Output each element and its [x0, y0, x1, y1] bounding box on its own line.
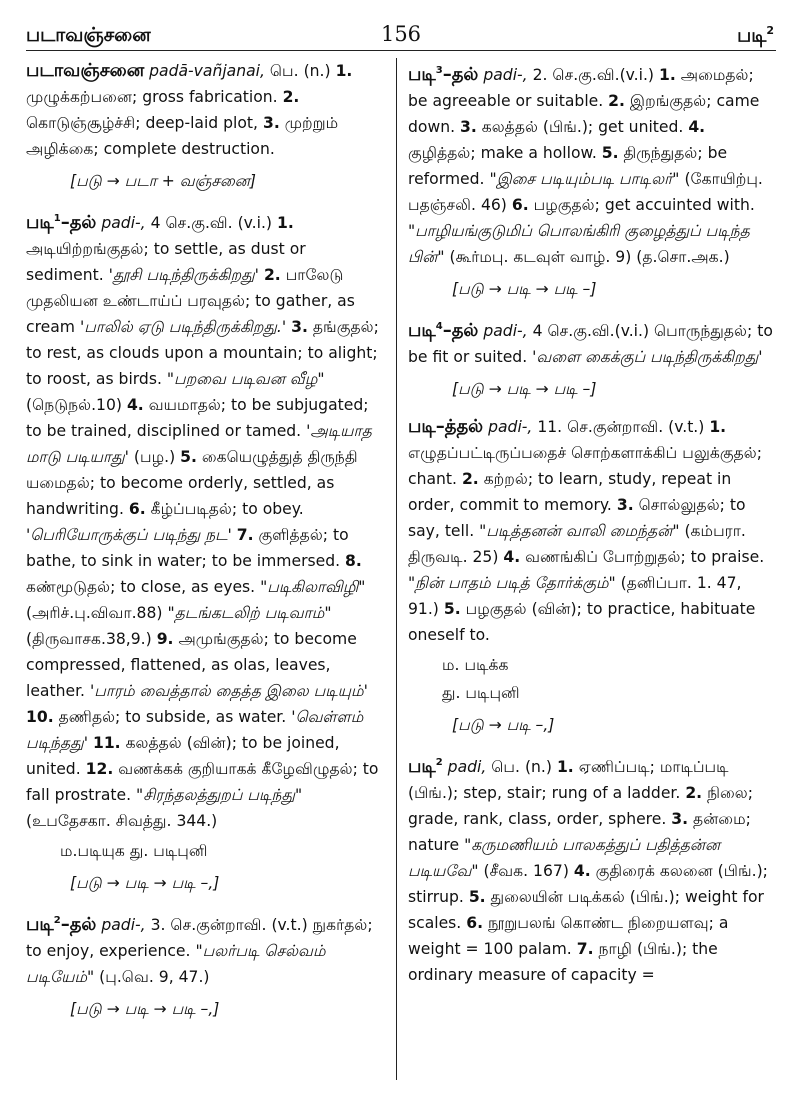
- sense-text: நுகர்தல்; to enjoy, experience.: [26, 916, 373, 960]
- sense-number: 4.: [573, 862, 591, 880]
- sense-text: அடியிற்றங்குதல்; to settle, as dust or sediment.: [26, 240, 306, 284]
- sense-text: வணங்கிப் போற்றுதல்; to praise.: [525, 548, 765, 566]
- transliteration: padi-,: [101, 214, 146, 232]
- part-of-speech: 4 செ.கு.வி.(v.i.): [532, 322, 650, 340]
- sense-text: வணக்கக் குறியாகக் கீழேவிழுதல்; to fall prostrate.: [26, 760, 379, 804]
- sense-number: 3.: [671, 810, 689, 828]
- sense-number: 5.: [468, 888, 486, 906]
- sense-number: 5.: [443, 600, 461, 618]
- sense-number: 8.: [345, 552, 362, 570]
- sense-text: தணிதல்; to subside, as water.: [58, 708, 287, 726]
- citation: (திருவாசக.38,9.): [26, 630, 152, 648]
- dictionary-entry: [26, 206, 388, 896]
- sense-text: அமைதல்; be agreeable or suitable.: [408, 66, 754, 110]
- citation: (நெடுநல்.10): [26, 396, 122, 414]
- headword: படி$^1$–தல்: [26, 212, 97, 233]
- quotation: "பறவை படிவன வீழ": [166, 370, 325, 388]
- dictionary-entry: [26, 908, 388, 1022]
- right-column: [408, 58, 774, 1086]
- sense-number: 4.: [688, 118, 706, 136]
- sense-text: இறங்குதல்; came down.: [408, 92, 760, 136]
- sense-number: 3.: [460, 118, 477, 136]
- sense-number: 4.: [503, 548, 521, 566]
- quotation: 'வளை கைக்குப் படிந்திருக்கிறது': [532, 348, 763, 366]
- citation: (கம்பரா. திருவடி. 25): [408, 522, 746, 566]
- sense-number: 12.: [85, 760, 114, 778]
- sense-text: எழுதப்பட்டிருப்பதைச் சொற்களாக்கிப் பலுக்குதல்; chant.: [408, 444, 762, 488]
- etymology: [படு → படி → படி –,]: [70, 1000, 220, 1018]
- quotation: "நின் பாதம் படித் தோர்க்கும்": [408, 574, 616, 592]
- citation: (கூர்மபு. கடவுள் வாழ். 9): [449, 248, 632, 266]
- sense-number: 5.: [601, 144, 619, 162]
- sense-number: 3.: [291, 318, 308, 336]
- sense-text: முழுக்கற்பனை; gross fabrication.: [26, 88, 278, 106]
- sense-number: 7.: [576, 940, 594, 958]
- dictionary-entry: [408, 414, 774, 738]
- sense-text: கலத்தல் (வின்); to be joined, united.: [26, 734, 340, 778]
- quotation: 'பெரியோருக்குப் படிந்து நட': [26, 526, 232, 544]
- column-divider: [396, 58, 397, 1080]
- sense-number: 11.: [92, 734, 121, 752]
- etymology: [படு → படா + வஞ்சனை]: [70, 172, 256, 190]
- headword: படி$^2$: [408, 756, 443, 777]
- etymology: [படு → படி → படி –]: [452, 280, 597, 298]
- sense-number: 2.: [282, 88, 300, 106]
- sense-text: அமுங்குதல்; to become compressed, flattened, as olas, leaves, leather.: [26, 630, 357, 700]
- guide-word-left: படாவஞ்சனை: [26, 24, 151, 46]
- transliteration: padi-,: [483, 322, 528, 340]
- dictionary-entry: [408, 58, 774, 302]
- etymology: [படு → படி –,]: [452, 716, 555, 734]
- sense-number: 2.: [461, 470, 479, 488]
- part-of-speech: 4 செ.கு.வி. (v.i.): [150, 214, 273, 232]
- sense-text: பழகுதல்; get accuinted with.: [533, 196, 755, 214]
- sense-text: சொல்லுதல்; to say, tell.: [408, 496, 746, 540]
- part-of-speech: பெ. (n.): [269, 62, 331, 80]
- sense-number: 3.: [616, 496, 634, 514]
- transliteration: padi-,: [488, 418, 533, 436]
- sense-number: 9.: [156, 630, 174, 648]
- sense-text: கற்றல்; to learn, study, repeat in order, commit to memory.: [408, 470, 732, 514]
- citation: (கோயிற்பு. பதஞ்சலி. 46): [408, 170, 763, 214]
- cognates: [442, 652, 774, 706]
- etymology: [படு → படி → படி –]: [452, 380, 597, 398]
- quotation: "படிகிலாவிழி": [260, 578, 366, 596]
- citation: (பு.வெ. 9, 47.): [99, 968, 210, 986]
- sense-number: 7.: [236, 526, 254, 544]
- page-header: [26, 10, 776, 51]
- sense-text: குளித்தல்; to bathe, to sink in water; to be immersed.: [26, 526, 349, 570]
- quotation: 'தூசி படிந்திருக்கிறது': [108, 266, 259, 284]
- sense-text: கீழ்ப்படிதல்; to obey.: [150, 500, 304, 518]
- sense-number: 2.: [263, 266, 281, 284]
- cognate-tulu: து. படிபுனி: [442, 684, 520, 702]
- sense-number: 1.: [335, 62, 353, 80]
- citation: (உபதேசகா. சிவத்து. 344.): [26, 812, 218, 830]
- sense-number: 4.: [126, 396, 144, 414]
- left-column: [26, 58, 388, 1086]
- cognate-malayalam: ம. படிக்க: [442, 656, 509, 674]
- sense-text: கொடுஞ்சூழ்ச்சி; deep-laid plot,: [26, 114, 258, 132]
- sense-number: 6.: [466, 914, 484, 932]
- sense-number: 1.: [658, 66, 676, 84]
- quotation: 'பாலில் ஏடு படிந்திருக்கிறது.': [79, 318, 287, 336]
- quotation: 'வெள்ளம் படிந்தது': [26, 708, 364, 752]
- sense-text: துலையின் படிக்கல் (பிங்.); weight for scales.: [408, 888, 764, 932]
- quotation: "பாழியங்குடுமிப் பொலங்கிரி குழைத்துப் படிந்த பின்": [408, 222, 750, 266]
- sense-number: 1.: [556, 758, 574, 776]
- sense-text: குதிரைக் கலனை (பிங்.); stirrup.: [408, 862, 768, 906]
- sense-number: 3.: [262, 114, 280, 132]
- sense-number: 5.: [180, 448, 197, 466]
- part-of-speech: 11. செ.குன்றாவி. (v.t.): [537, 418, 705, 436]
- part-of-speech: 3. செ.குன்றாவி. (v.t.): [150, 916, 308, 934]
- transliteration: padi,: [447, 758, 487, 776]
- cognates: ம.படியுக து. படிபுனி: [60, 842, 208, 860]
- sense-text: பாலேடு முதலியன உண்டாய்ப் பரவுதல்; to gather, as cream: [26, 266, 355, 336]
- sense-text: வயமாதல்; to be subjugated; to be trained, disciplined or tamed.: [26, 396, 369, 440]
- sense-number: 6.: [128, 500, 146, 518]
- guide-word-right: படி$^2$: [737, 24, 774, 47]
- transliteration: padi-,: [101, 916, 146, 934]
- sense-text: தன்மை; nature: [408, 810, 751, 854]
- sense-text: கண்மூடுதல்; to close, as eyes.: [26, 578, 256, 596]
- sense-text: குழித்தல்; make a hollow.: [408, 144, 597, 162]
- dictionary-entry: [408, 750, 774, 988]
- dictionary-entry: [26, 58, 388, 194]
- sense-number: 10.: [26, 708, 54, 726]
- citation: (தனிப்பா. 1. 47, 91.): [408, 574, 742, 618]
- headword: படி$^3$–தல்: [408, 64, 479, 85]
- sense-text: பொருந்துதல்; to be fit or suited.: [408, 322, 773, 366]
- etymology: [படு → படி → படி –,]: [70, 874, 220, 892]
- sense-text: தங்குதல்; to rest, as clouds upon a mountain; to alight; to roost, as birds.: [26, 318, 379, 388]
- sense-text: திருந்துதல்; be reformed.: [408, 144, 728, 188]
- part-of-speech: பெ. (n.): [491, 758, 552, 776]
- sense-number: 2.: [608, 92, 625, 110]
- quotation: "தடங்கடலிற் படிவாம்": [167, 604, 332, 622]
- sense-number: 1.: [709, 418, 727, 436]
- quotation: 'அடியாத மாடு படியாது': [26, 422, 372, 466]
- citation: (அரிச்.பு.விவா.88): [26, 604, 163, 622]
- sense-number: 2.: [685, 784, 703, 802]
- headword: படி$^4$–தல்: [408, 320, 479, 341]
- sense-text: ஏணிப்படி; மாடிப்படி (பிங்.); step, stair; rung of a ladder.: [408, 758, 729, 802]
- sense-text: நிலை; grade, rank, class, order, sphere.: [408, 784, 753, 828]
- part-of-speech: 2. செ.கு.வி.(v.i.): [532, 66, 655, 84]
- headword: படாவஞ்சனை: [26, 60, 145, 81]
- citation: (பழ.): [133, 448, 176, 466]
- page-number: 156: [380, 22, 422, 46]
- sense-text: முற்றும் அழிக்கை; complete destruction.: [26, 114, 339, 158]
- dictionary-entry: [408, 314, 774, 402]
- quotation: "படித்தனன் வாலி மைந்தன்": [479, 522, 680, 540]
- citation: (த.சொ.அக.): [636, 248, 730, 266]
- quotation: 'பாரம் வைத்தால் தைத்த இலை படியும்': [89, 682, 368, 700]
- quotation: "இசை படியும்படி பாடிலர்": [489, 170, 680, 188]
- citation: (சீவக. 167): [483, 862, 569, 880]
- sense-text: நூறுபலங் கொண்ட நிறையளவு; a weight = 100 palam.: [408, 914, 729, 958]
- headword: படி$^2$–தல்: [26, 914, 97, 935]
- sense-text: கலத்தல் (பிங்.); get united.: [481, 118, 684, 136]
- quotation: "பலர்படி செல்வம் படியேம்": [26, 942, 326, 986]
- sense-text: பழகுதல் (வின்); to practice, habituate oneself to.: [408, 600, 756, 644]
- transliteration: padā-vañjanai,: [149, 62, 265, 80]
- sense-number: 6.: [511, 196, 529, 214]
- quotation: "சிரந்தலத்துறப் படிந்து": [136, 786, 303, 804]
- sense-text: கையெழுத்துத் திருந்தி யமைதல்; to become orderly, settled, as handwriting.: [26, 448, 358, 518]
- headword: படி–த்தல்: [408, 416, 484, 437]
- transliteration: padi-,: [483, 66, 528, 84]
- sense-number: 1.: [276, 214, 294, 232]
- quotation: "கருமணியம் பாலகத்துப் பதித்தன்ன படியவே": [408, 836, 721, 880]
- sense-text: நாழி (பிங்.); the ordinary measure of capacity =: [408, 940, 718, 984]
